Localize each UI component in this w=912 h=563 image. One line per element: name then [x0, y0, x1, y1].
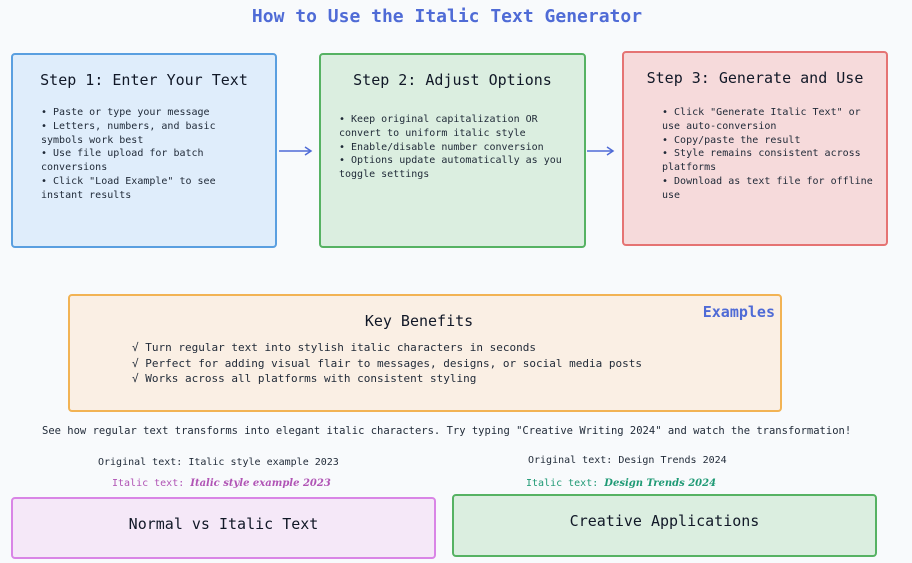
sample2-original-value: Design Trends 2024	[618, 455, 727, 466]
examples-label: Examples	[702, 303, 775, 321]
sample1-original-label: Original text:	[98, 457, 189, 468]
step3-bullets	[662, 106, 882, 203]
benefit-item: √ Turn regular text into stylish italic characters in seconds	[132, 341, 536, 354]
sample2-original-label: Original text:	[528, 455, 619, 466]
step3-box	[622, 51, 888, 246]
step2-title: Step 2: Adjust Options	[353, 71, 552, 89]
sample2-italic	[526, 478, 716, 489]
step2-bullet: • Options update automatically as you toggle settings	[339, 155, 562, 181]
page-title: How to Use the Italic Text Generator	[251, 6, 643, 27]
step1-bullet: • Click "Load Example" to see instant results	[41, 175, 216, 201]
step1-title: Step 1: Enter Your Text	[40, 71, 248, 89]
sample2-italic-value: Design Trends 2024	[604, 478, 717, 489]
sample1-italic	[112, 478, 331, 489]
benefit-item: √ Works across all platforms with consistent styling	[132, 372, 477, 385]
step2-bullet: • Keep original capitalization OR convert to uniform italic style	[339, 114, 538, 139]
step2-box	[319, 53, 586, 248]
creative-applications-box	[452, 494, 877, 557]
sample1-original-value: Italic style example 2023	[188, 457, 339, 468]
sample2-italic-label: Italic text:	[526, 478, 605, 489]
step3-bullet: • Download as text file for offline use	[662, 175, 873, 201]
step1-box	[11, 53, 277, 248]
step3-bullet: • Click "Generate Italic Text" or use auto-conversion	[662, 107, 861, 132]
benefit-item: √ Perfect for adding visual flair to messages, designs, or social media posts	[132, 356, 642, 370]
sample2-original	[528, 455, 727, 466]
sample1-original	[98, 457, 339, 468]
creative-applications-title: Creative Applications	[569, 512, 760, 530]
examples-description: See how regular text transforms into elegant italic characters. Try typing "Creative Writing 2024" and watch the transformation!	[42, 425, 852, 437]
step1-bullets	[41, 106, 241, 203]
normal-vs-italic-title: Normal vs Italic Text	[128, 515, 319, 533]
arrow-right-icon	[277, 144, 315, 158]
benefits-box	[68, 294, 782, 412]
step1-bullet: • Paste or type your message	[41, 107, 210, 118]
step1-bullet: • Use file upload for batch conversions	[41, 148, 204, 174]
step1-bullet: • Letters, numbers, and basic symbols work best	[41, 120, 216, 146]
sample1-italic-value: Italic style example 2023	[190, 478, 331, 489]
benefits-bullets	[132, 340, 752, 387]
step3-bullet: • Style remains consistent across platforms	[662, 148, 861, 174]
step2-bullet: • Enable/disable number conversion	[339, 141, 544, 153]
arrow-right-icon	[586, 144, 616, 158]
step3-bullet: • Copy/paste the result	[662, 134, 801, 146]
normal-vs-italic-box	[11, 497, 436, 559]
step3-title: Step 3: Generate and Use	[646, 69, 864, 87]
sample1-italic-label: Italic text:	[112, 478, 191, 489]
step2-bullets	[339, 113, 579, 182]
benefits-title: Key Benefits	[364, 312, 474, 330]
